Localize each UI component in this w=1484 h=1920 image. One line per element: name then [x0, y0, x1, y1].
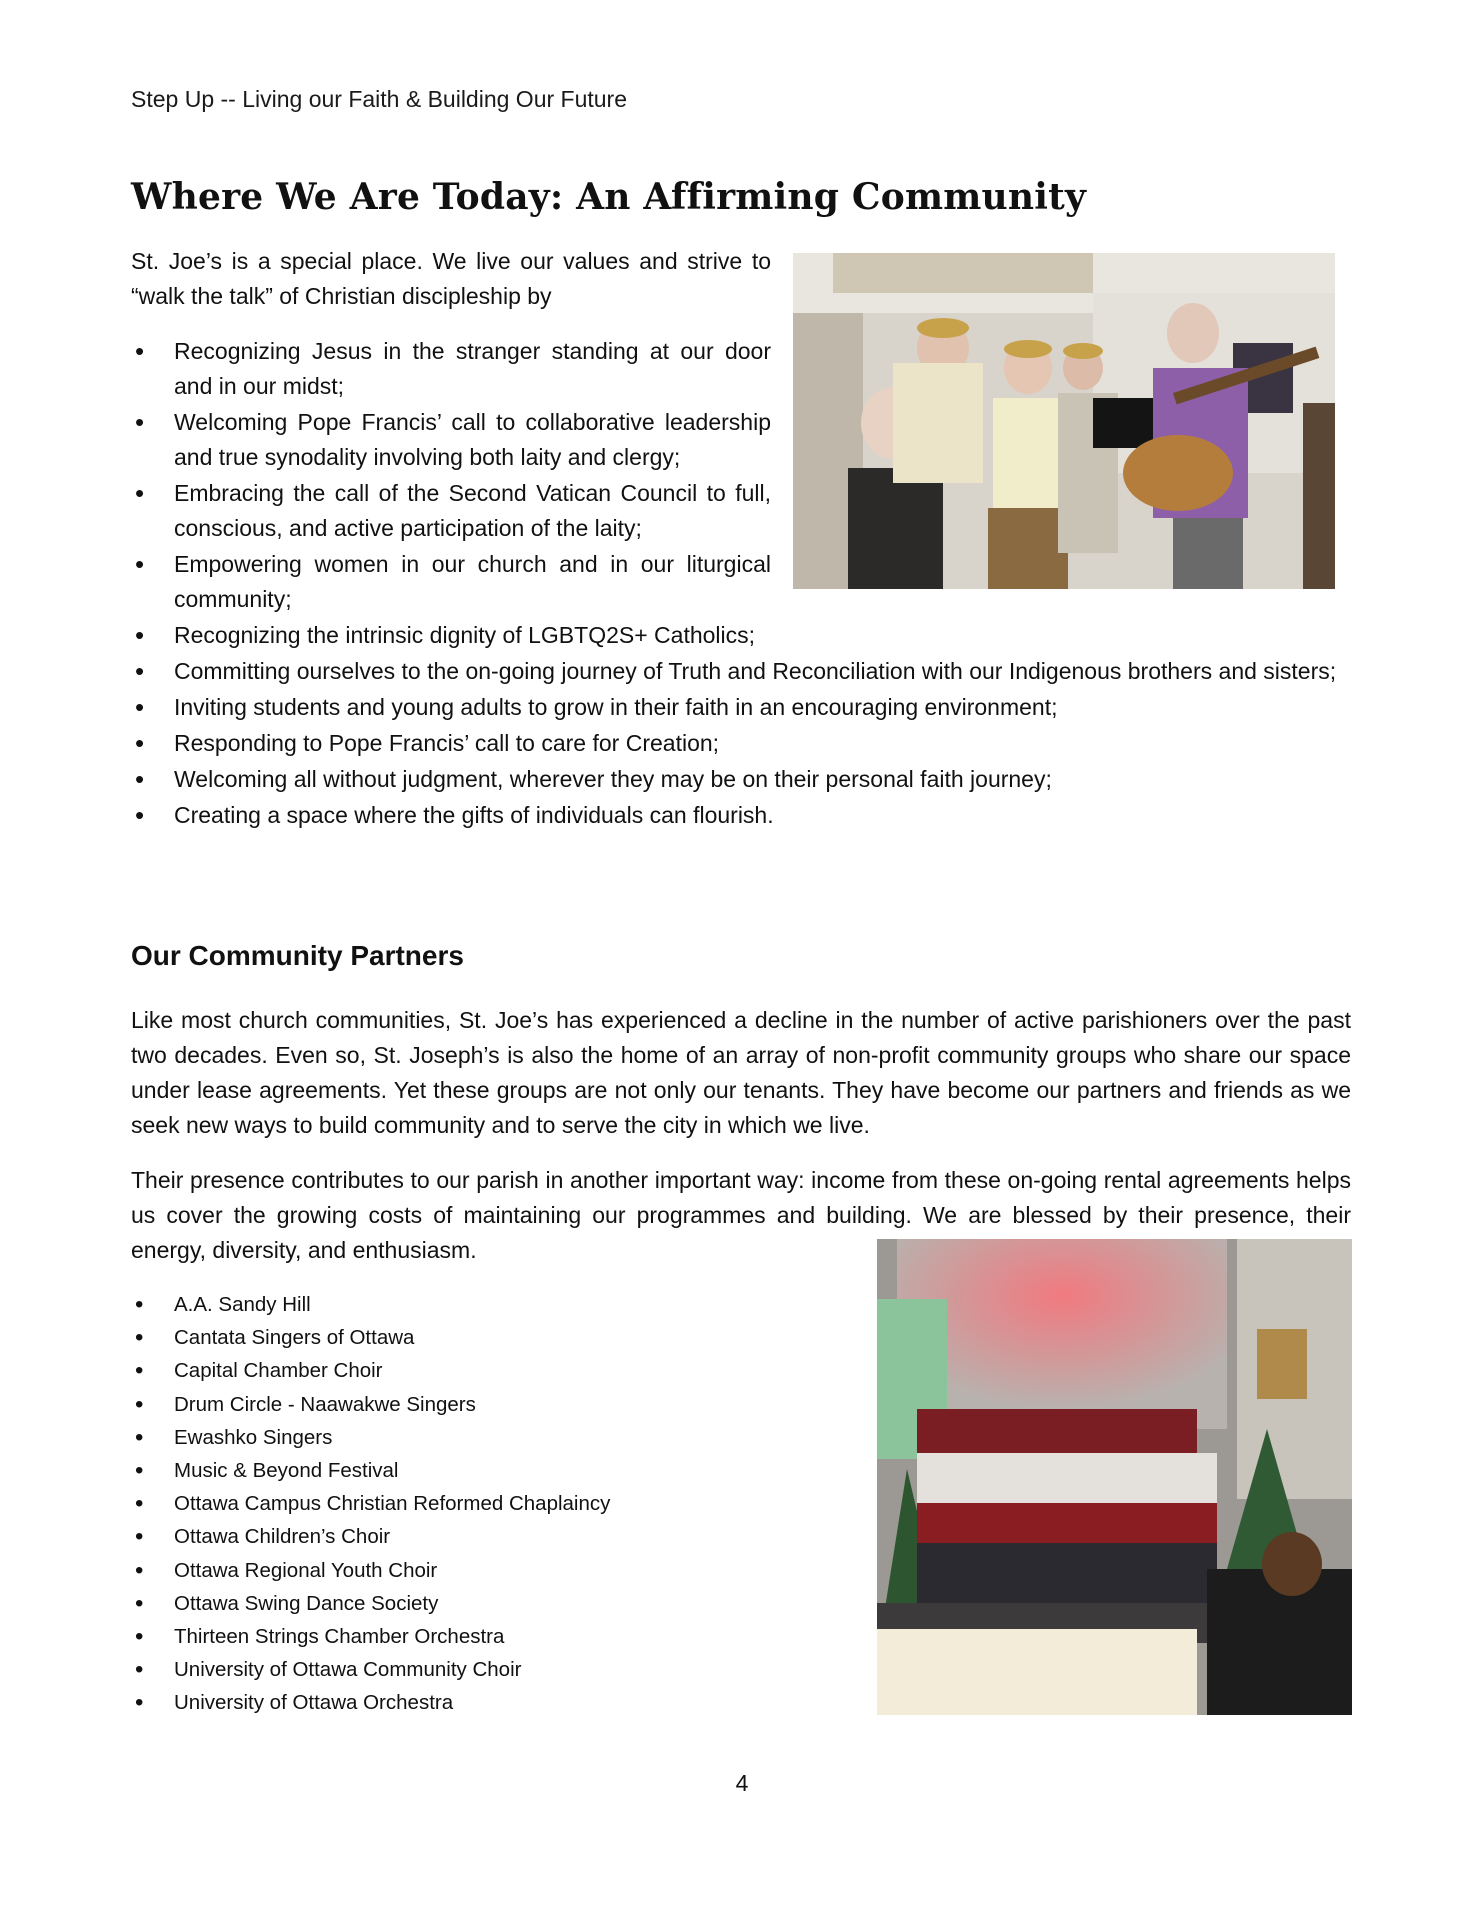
list-item: • Thirteen Strings Chamber Orchestra: [131, 1620, 831, 1653]
list-item: • Ewashko Singers: [131, 1421, 831, 1454]
list-item: • Ottawa Regional Youth Choir: [131, 1554, 831, 1587]
list-item: • Embracing the call of the Second Vatican Council to full, conscious, and active participation of the laity;: [131, 476, 771, 546]
choir-photo: [877, 1239, 1352, 1715]
list-item: • Cantata Singers of Ottawa: [131, 1321, 831, 1354]
list-item: • Drum Circle - Naawakwe Singers: [131, 1388, 831, 1421]
list-item: • Recognizing Jesus in the stranger standing at our door and in our midst;: [131, 334, 771, 404]
list-item: • A.A. Sandy Hill: [131, 1288, 831, 1321]
list-item: • Ottawa Children’s Choir: [131, 1520, 831, 1553]
list-item: • Responding to Pope Francis’ call to care for Creation;: [131, 726, 1351, 761]
partners-paragraph-2-text: Their presence contributes to our parish in another important way: income from these on-going rental agreements helps us cover the growing costs of maintaining our programmes and building. We are blessed by their presence, their energy, diversity, and enthusiasm.: [131, 1167, 1351, 1263]
list-item: • Inviting students and young adults to grow in their faith in an encouraging environment;: [131, 690, 1351, 725]
intro-paragraph: St. Joe’s is a special place. We live our values and strive to “walk the talk” of Christian discipleship by: [131, 248, 771, 309]
list-item: • Music & Beyond Festival: [131, 1454, 831, 1487]
list-item: • Welcoming all without judgment, wherever they may be on their personal faith journey;: [131, 762, 1351, 797]
running-header: Step Up -- Living our Faith & Building Our Future: [131, 86, 628, 112]
list-item: • Ottawa Campus Christian Reformed Chaplaincy: [131, 1487, 831, 1520]
list-item: • Recognizing the intrinsic dignity of LGBTQ2S+ Catholics;: [131, 618, 1351, 653]
list-item: • Empowering women in our church and in our liturgical community;: [131, 547, 771, 617]
page-number: 4: [735, 1770, 749, 1796]
list-item: • Ottawa Swing Dance Society: [131, 1587, 831, 1620]
section-title-affirming-community: Where We Are Today: An Affirming Community: [131, 176, 1087, 218]
list-item: • Capital Chamber Choir: [131, 1354, 831, 1387]
list-item: • Committing ourselves to the on-going journey of Truth and Reconciliation with our Indigenous brothers and sisters;: [131, 654, 1351, 689]
partners-list: [131, 1288, 831, 1720]
list-item: • University of Ottawa Community Choir: [131, 1653, 831, 1686]
list-item: • Welcoming Pope Francis’ call to collaborative leadership and true synodality involving both laity and clergy;: [131, 405, 771, 475]
section-title-community-partners: Our Community Partners: [131, 940, 464, 971]
list-item: • University of Ottawa Orchestra: [131, 1686, 831, 1719]
singers-photo: [793, 253, 1335, 589]
list-item: • Creating a space where the gifts of individuals can flourish.: [131, 798, 1351, 833]
partners-paragraph-1: Like most church communities, St. Joe’s has experienced a decline in the number of active parishioners over the past two decades. Even so, St. Joseph’s is also the home of an array of non-profit community groups who share our space under lease agreements. Yet these groups are not only our tenants. They have become our partners and friends as we seek new ways to build community and to serve the city in which we live.: [131, 1007, 1351, 1138]
